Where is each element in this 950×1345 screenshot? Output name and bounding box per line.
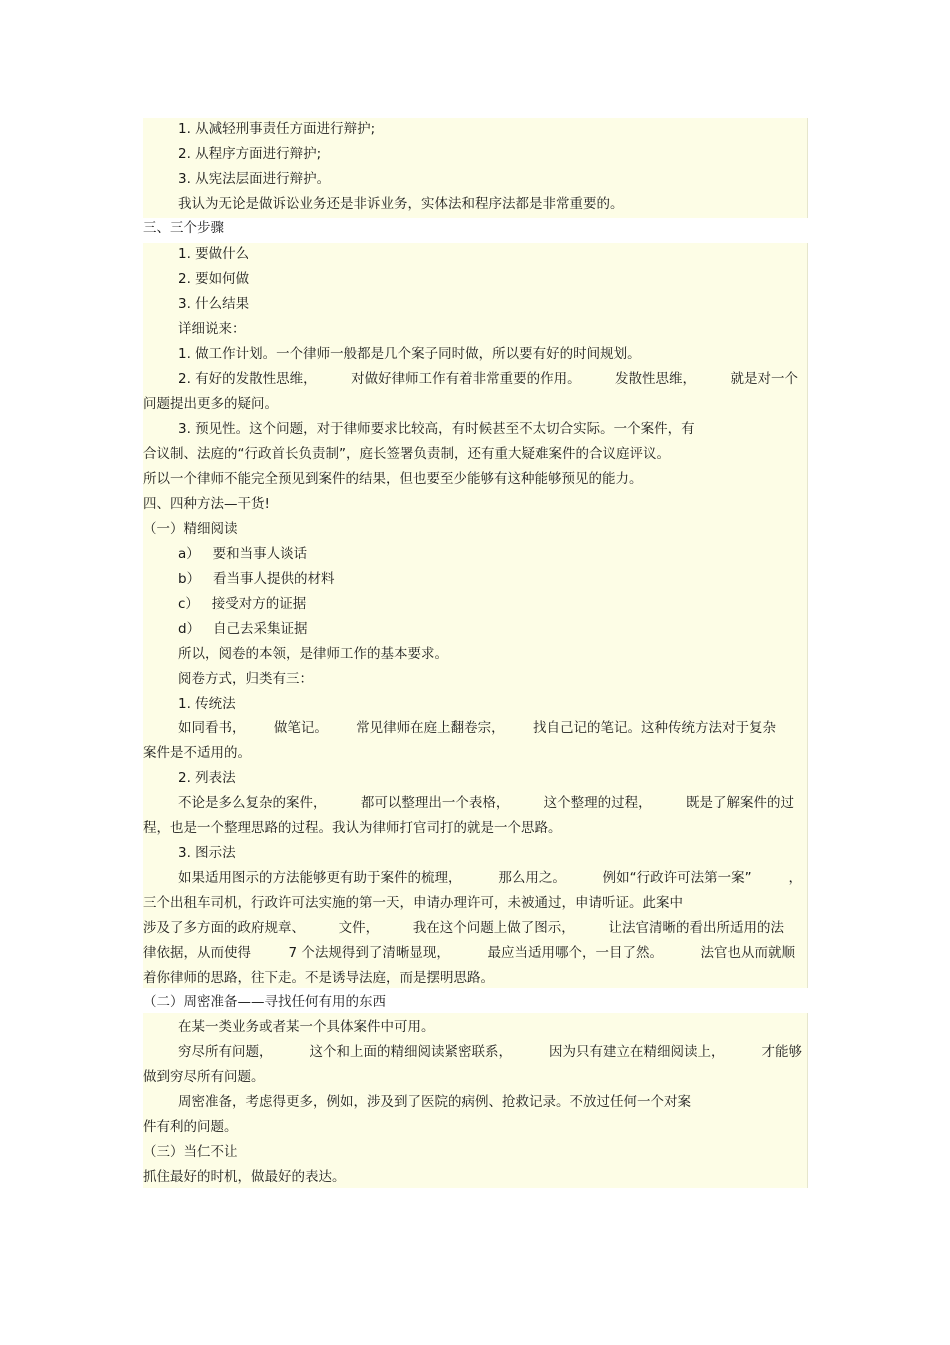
text-segment: 如同看书， [178,720,246,736]
text-segment: 让法官清晰的看出所适用的法 [608,920,784,936]
subsection-heading: （二）周密准备——寻找任何有用的东西 [143,994,386,1010]
text-segment: 既是了解案件的过 [685,795,794,811]
text-line [178,1042,802,1062]
text-line: 3. 什么结果 [178,296,250,312]
text-segment: 找自己记的笔记。这种传统方法对于复杂 [532,720,776,736]
text-line: 做到穷尽所有问题。 [143,1069,265,1085]
text-segment: 7 个法规得到了清晰显现， [288,945,450,961]
text-line: 3. 从宪法层面进行辩护。 [178,171,331,187]
subsection-heading: （三）当仁不让 [143,1144,238,1160]
text-line: 所以一个律师不能完全预见到案件的结果，但也要至少能够有这种能够预见的能力。 [143,471,643,487]
text-line: 抓住最好的时机，做最好的表达。 [143,1169,346,1185]
text-segment: 最应当适用哪个，一目了然。 [487,945,663,961]
text-segment: 这个整理的过程， [543,795,652,811]
text-line: 3. 图示法 [178,845,236,861]
text-segment: 都可以整理出一个表格， [360,795,510,811]
text-line: 程，也是一个整理思路的过程。我认为律师打官司打的就是一个思路。 [143,820,562,836]
text-line: 所以，阅卷的本领，是律师工作的基本要求。 [178,646,448,662]
text-line: 2. 从程序方面进行辩护; [178,146,322,162]
text-segment: 文件， [338,920,380,936]
text-line [178,793,794,813]
text-line: 1. 传统法 [178,696,236,712]
text-segment: 这个和上面的精细阅读紧密联系， [309,1044,512,1060]
text-segment: 如果适用图示的方法能够更有助于案件的梳理， [178,870,462,886]
text-line: 3. 预见性。这个问题，对于律师要求比较高，有时候甚至不太切合实际。一个案件，有 [178,421,695,437]
list-item: c） 接受对方的证据 [178,596,307,612]
text-line: 合议制、法庭的“行政首长负责制”，庭长签署负责制，还有重大疑难案件的合议庭评议。 [143,446,670,462]
text-line: 我认为无论是做诉讼业务还是非诉业务，实体法和程序法都是非常重要的。 [178,196,624,212]
text-line: 案件是不适用的。 [143,745,251,761]
section-heading: 三、三个步骤 [143,220,224,236]
section-heading: 四、四种方法—干货! [143,496,270,512]
text-line: 1. 从减轻刑事责任方面进行辩护; [178,121,376,137]
text-line [143,918,784,938]
text-segment: 发散性思维， [615,371,697,387]
text-line: 三个出租车司机，行政许可法实施的第一天，申请办理许可，未被通过，申请听证。此案中 [143,895,683,911]
text-segment: 做笔记。 [273,720,328,736]
text-segment: 因为只有建立在精细阅读上， [549,1044,725,1060]
text-segment: 才能够 [761,1044,802,1060]
text-segment: 例如“行政许可法第一案” [602,870,752,886]
text-line: 周密准备，考虑得更多，例如，涉及到了医院的病例、抢救记录。不放过任何一个对案 [178,1094,691,1110]
text-segment: 2. 有好的发散性思维， [178,371,317,387]
text-segment: 常见律师在庭上翻卷宗， [356,720,505,736]
text-segment: 法官也从而就顺 [700,945,795,961]
text-segment: ， [788,870,802,886]
text-line: 1. 做工作计划。一个律师一般都是几个案子同时做，所以要有好的时间规划。 [178,346,641,362]
text-line: 件有利的问题。 [143,1119,238,1135]
text-line: 着你律师的思路，往下走。不是诱导法庭，而是摆明思路。 [143,970,494,986]
text-segment: 律依据，从而使得 [143,945,251,961]
text-line: 2. 要如何做 [178,271,250,287]
list-item: b） 看当事人提供的材料 [178,571,335,587]
text-segment: 对做好律师工作有着非常重要的作用。 [351,371,581,387]
text-segment: 穷尽所有问题， [178,1044,273,1060]
text-line [178,868,802,888]
text-line: 详细说来： [178,321,246,337]
text-segment: 我在这个问题上做了图示， [412,920,575,936]
text-line: 2. 列表法 [178,770,236,786]
text-segment: 涉及了多方面的政府规章、 [143,920,305,936]
text-line [178,718,776,738]
text-line [178,369,798,389]
text-line: 问题提出更多的疑问。 [143,396,278,412]
text-line [143,943,795,963]
text-segment: 就是对一个 [730,371,798,387]
list-item: a） 要和当事人谈话 [178,546,308,562]
text-line: 阅卷方式，归类有三： [178,671,313,687]
text-segment: 那么用之。 [498,870,566,886]
text-line: 1. 要做什么 [178,246,250,262]
list-item: d） 自己去采集证据 [178,621,308,637]
text-segment: 不论是多么复杂的案件， [178,795,327,811]
subsection-heading: （一）精细阅读 [143,521,238,537]
text-line: 在某一类业务或者某一个具体案件中可用。 [178,1019,435,1035]
